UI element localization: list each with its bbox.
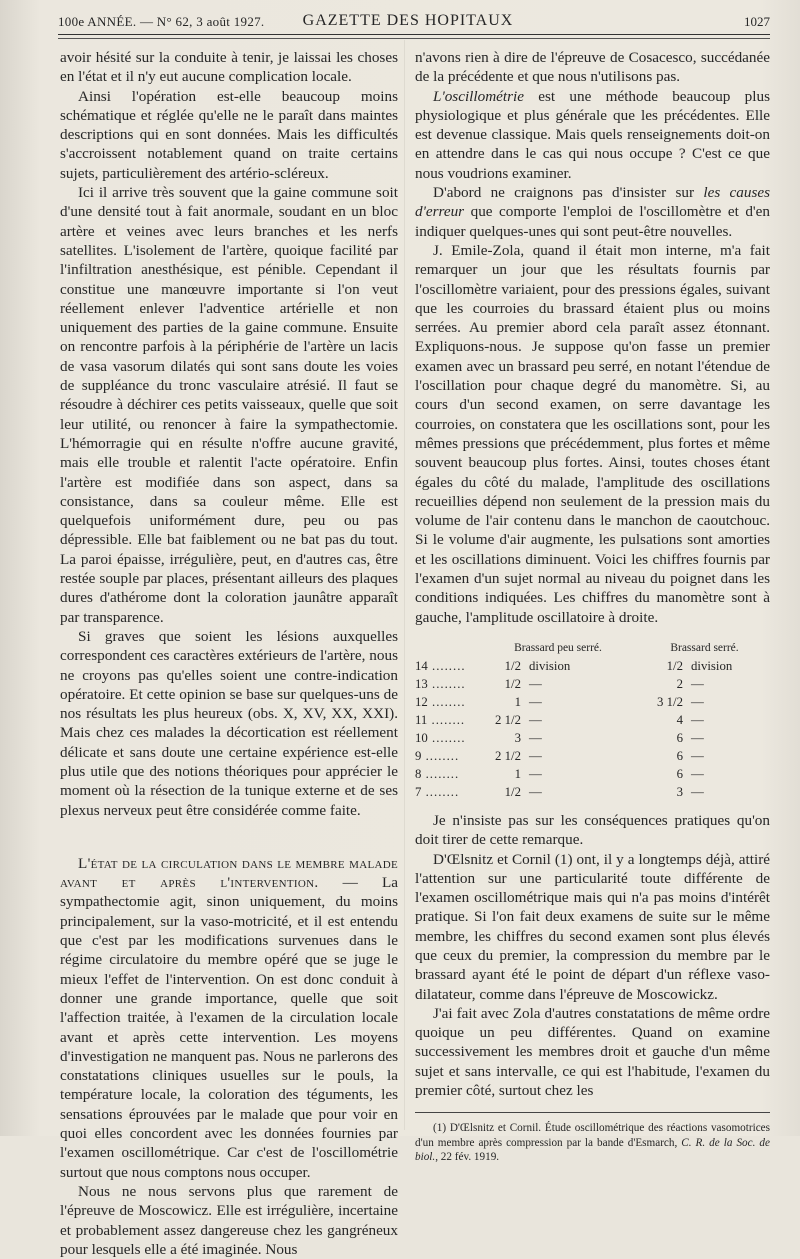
journal-title: GAZETTE DES HOPITAUX [302, 12, 514, 29]
pressure-cell: 9 ........ [415, 748, 460, 763]
header-rule [58, 34, 770, 35]
footnote-citation: C. R. de la Soc. de biol. [415, 1136, 770, 1164]
unit-cell: — [691, 712, 704, 727]
paragraph-text: que comporte l'emploi de l'oscillomètre et d'en indiquer quelques-unes qui sont peut-être nouvelles. [415, 203, 770, 240]
unit-cell: — [691, 748, 704, 763]
unit-cell: — [691, 676, 704, 691]
table-row [415, 675, 770, 693]
footnote-rule [415, 1112, 770, 1113]
paragraph: Ici il arrive très souvent que la gaine commune soit d'une densité tout à fait anormale, soudant en un bloc artère et veines avec leurs branches et les nerfs satellites. L'isolement de l'artère, quoique facilité par l'infiltration anesthésique, est pénible. Cependant il constitue une manœuvre importante si l'on veut réellement enlever l'adventice artérielle et non uniquement des parties de la gaine commune. Ensuite on rencontre parfois à la périphérie de l'artère un lacis de vasa vasorum dilatés qui sont sans doute les voies de suppléance du tronc vasculaire atrésié. Il faut se résoudre à déchirer ces petits vaisseaux, quelle que soit leur utilité, ou renoncer à faire la sympathectomie. L'hémorragie qui en résulte n'offre aucune gravité, mais elle trouble et ralentit l'acte opératoire. Enfin l'artère est modifiée dans son aspect, dans sa consistance, dans sa couleur même. Elle est quelquefois uniformément dure, peu ou pas dépressible. Elle bat faiblement ou ne bat pas du tout. La paroi épaisse, irrégulière, peut, en d'autres cas, être restée souple par places, présentant ailleurs des plaques dures d'athérome dont la coloration jaunâtre apparaît par transparence. [60, 184, 398, 626]
paragraph: Ainsi l'opération est-elle beaucoup moins schématique et réglée qu'elle ne le paraît dans maintes descriptions qui en sont données. Mais les difficultés s'accroissent notablement quand on traite certains sujets, particulièrement des artério-scléreux. [60, 87, 398, 182]
leader-dots: ........ [427, 676, 466, 691]
footnote [415, 1121, 770, 1165]
unit-cell: — [529, 712, 542, 727]
table-row [415, 783, 770, 801]
unit-cell: — [691, 766, 704, 781]
table-body [415, 657, 770, 801]
leader-dots: ........ [421, 766, 460, 781]
column-header: Brassard peu serré. [514, 641, 602, 654]
unit-cell: — [529, 730, 542, 745]
value-cell: 6 [676, 748, 683, 763]
unit-cell: division [529, 658, 571, 673]
table-row [415, 747, 770, 765]
paragraph: J. Emile-Zola, quand il était mon interne, m'a fait remarquer un jour que les résultats fournis par l'oscillomètre variaient, pour des pressions égales, suivant que les courroies du brassard étaient plus ou moins serrées. Au premier abord cela paraît assez étonnant. Expliquons-nous. Je suppose qu'on fasse un premier examen avec un brassard peu serré, en notant l'étendue de l'oscillation pour chaque degré du manomètre. Si, au cours d'un second examen, on serre davantage les courroies, on constatera que les oscillations sont, pour les mêmes pressions que précédemment, plus fortes et même souvent beaucoup plus fortes. Ainsi, toutes choses étant égales du côté du malade, l'amplitude des oscillations recueillies dépend non seulement de la pression mais du volume de l'air contenu dans le manchon de caoutchouc. Si le volume d'air augmente, les pulsations sont amorties et les oscillations diminuent. Voici les chiffres fournis par l'examen d'un sujet normal au niveau du poignet dans les conditions indiquées. Les chiffres du manomètre sont à gauche, l'amplitude oscillatoire à droite. [415, 241, 770, 626]
column-header: Brassard serré. [670, 641, 739, 654]
unit-cell: — [529, 676, 542, 691]
value-cell: 4 [676, 712, 683, 727]
column-divider [404, 40, 405, 1130]
table-row [415, 765, 770, 783]
paragraph: Nous ne nous servons plus que rarement de l'épreuve de Moscowicz. Elle est irrégulière, incertaine et probablement assez dangereuse chez les gangréneux pour lesquels elle a été imaginée. Nous [60, 1182, 398, 1258]
paragraph [415, 183, 770, 241]
italic-term: L'oscillométrie [433, 87, 524, 105]
value-cell: 2 [676, 676, 683, 691]
value-cell: 3 [514, 730, 521, 745]
value-cell: 1 [514, 694, 521, 709]
pressure-cell: 8 ........ [415, 766, 460, 781]
unit-cell: — [691, 694, 704, 709]
unit-cell: — [691, 784, 704, 799]
pressure-cell: 14 ........ [415, 658, 466, 673]
paragraph: D'Œlsnitz et Cornil (1) ont, il y a longtemps déjà, attiré l'attention sur une particularité toute différente de l'examen oscillométrique mais qui n'a pas moins d'intérêt pratique. Si l'on fait deux examens de suite sur le même membre, les chiffres du second examen sont plus élevés que ceux du premier, la compression du membre par le brassard ayant été le point de départ d'un réflexe vaso-dilatateur, comme dans l'épreuve de Moscowickz. [415, 850, 770, 1003]
unit-cell: division [691, 658, 733, 673]
value-cell: 1 [514, 766, 521, 781]
italic-term: les causes d'erreur [415, 184, 770, 221]
paragraph: avoir hésité sur la conduite à tenir, je laissai les choses en l'état et il n'y eut aucune complication locale. [60, 49, 398, 86]
table-row [415, 657, 770, 675]
leader-dots: ........ [421, 748, 460, 763]
value-cell: 3 1/2 [657, 694, 683, 709]
paragraph: Je n'insiste pas sur les conséquences pratiques qu'on doit tirer de cette remarque. [415, 811, 770, 849]
table-row [415, 693, 770, 711]
table-row [415, 711, 770, 729]
unit-cell: — [691, 730, 704, 745]
section-text: — La sympathectomie agit, sinon uniquement, du moins principalement, sur la vaso-motricité, et il est entendu que c'est par les modifications survenues dans le régime circulatoire du membre opéré que se juge le mieux l'effet de l'intervention. On est donc conduit à donner une grande importance, quelle que soit l'affection traitée, à l'examen de la circulation locale avant et après cette intervention. Les moyens d'investigation ne manquent pas. Nous ne parlerons des constatations cliniques usuelles sur le pouls, la température locale, la coloration des téguments, les sensations éprouvées par le malade que pour voir en quoi elles concordent avec les données fournies par l'examen oscillométrique. Car c'est de l'oscillométrie surtout que nous comptons nous occuper. [60, 874, 398, 1181]
footnote-text: , 22 fév. 1919. [435, 1151, 500, 1164]
leader-dots: ........ [427, 730, 466, 745]
pressure-cell: 11 ........ [415, 712, 466, 727]
unit-cell: — [529, 784, 542, 799]
paragraph [415, 87, 770, 183]
value-cell: 3 [676, 784, 683, 799]
header-rule-secondary [58, 38, 770, 39]
unit-cell: — [529, 748, 542, 763]
pressure-cell: 12 ........ [415, 694, 466, 709]
paragraph: Si graves que soient les lésions auxquelles correspondent ces caractères extérieurs de l'artère, nous ne croyons pas qu'elles soient une contre-indication opératoire. Et cette opinion se base sur quelques-uns de nos résultats les plus heureux (obs. X, XV, XX, XXI). Mais chez ces malades la décortication est réellement délicate et sans doute une certaine expérience est-elle plus utile que des notions théoriques pour apprécier le moment où la résection de la tunique externe et de ses plexus nerveux peut être considérée comme faite. [60, 627, 398, 819]
leader-dots: ........ [421, 784, 460, 799]
pressure-cell: 7 ........ [415, 784, 460, 799]
paragraph-text: D'abord ne craignons pas d'insister sur [433, 184, 704, 202]
unit-cell: — [529, 694, 542, 709]
section-heading: L'état de la circulation dans le membre malade avant et après l'intervention. [60, 854, 398, 892]
section-paragraph [60, 854, 398, 1182]
leader-dots: ........ [427, 694, 466, 709]
right-column [415, 48, 770, 1165]
value-cell: 2 1/2 [495, 748, 521, 763]
value-cell: 1/2 [666, 658, 683, 673]
page-number: 1027 [744, 14, 770, 29]
value-cell: 2 1/2 [495, 712, 521, 727]
pressure-cell: 10 ........ [415, 730, 466, 745]
leader-dots: ........ [427, 712, 466, 727]
oscillometer-table [415, 639, 770, 801]
table-row [415, 729, 770, 747]
value-cell: 6 [676, 766, 683, 781]
value-cell: 6 [676, 730, 683, 745]
paragraph: n'avons rien à dire de l'épreuve de Cosacesco, succédanée de la précédente et que nous n'utilisons pas. [415, 49, 770, 86]
issue-info: 100e ANNÉE. — N° 62, 3 août 1927. [58, 14, 265, 29]
leader-dots: ........ [427, 658, 466, 673]
value-cell: 1/2 [504, 784, 521, 799]
unit-cell: — [529, 766, 542, 781]
footnote-text: (1) D'Œlsnitz et Cornil. Étude oscillométrique des réactions vasomotrices d'un membre après compression par la bande d'Esmarch, [415, 1122, 770, 1149]
table-header-row [415, 639, 770, 657]
pressure-cell: 13 ........ [415, 676, 466, 691]
left-column [60, 48, 398, 1259]
value-cell: 1/2 [504, 658, 521, 673]
value-cell: 1/2 [504, 676, 521, 691]
paragraph: J'ai fait avec Zola d'autres constatations de même ordre quoique un peu différentes. Quand on examine successivement les membres droit et gauche d'un même sujet et sans intervalle, ce qui est l'habitude, l'examen du premier côté, surtout chez les [415, 1004, 770, 1100]
paragraph-text: est une méthode beaucoup plus physiologique et plus générale que les précédentes. Elle est devenue classique. Mais quels renseignements doit-on en attendre dans le cas qui nous occupe ? C'est ce que nous voudrions examiner. [415, 87, 770, 182]
page-header [46, 12, 770, 34]
